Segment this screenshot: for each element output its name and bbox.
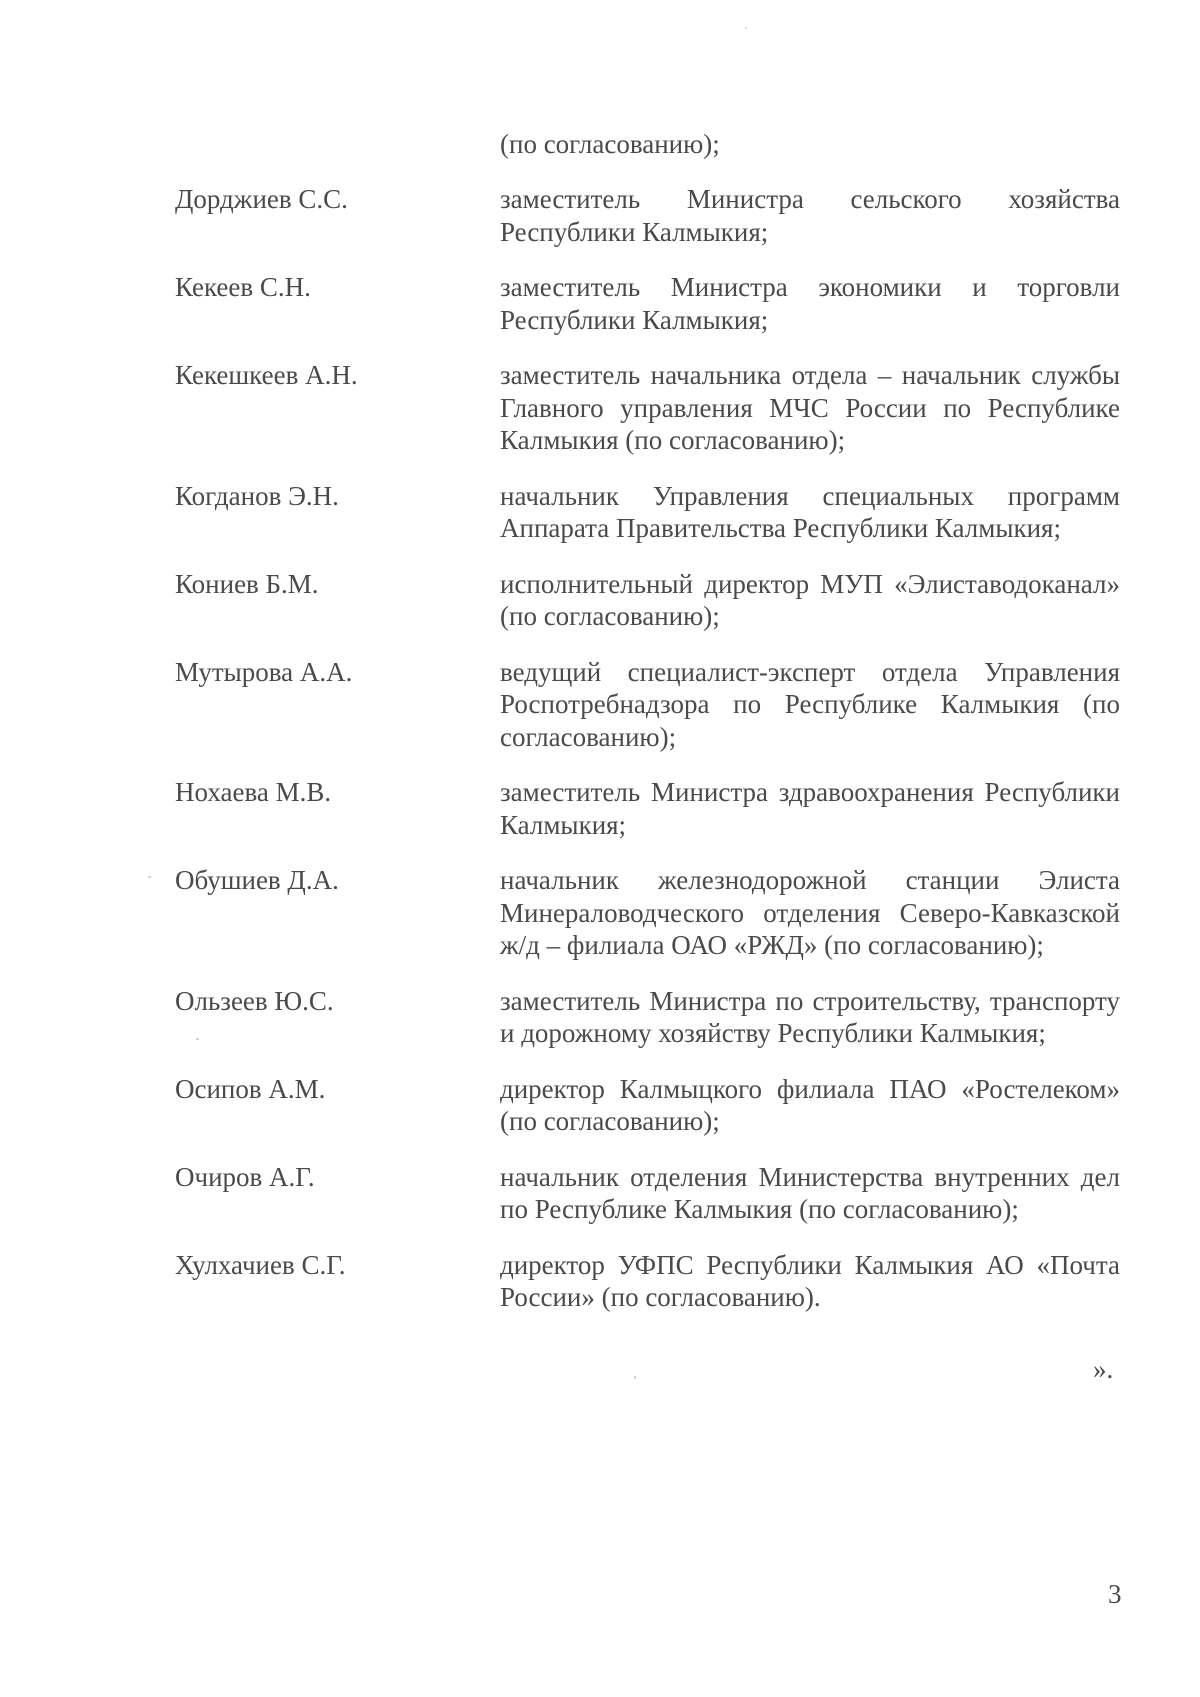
list-item [175, 1249, 1120, 1314]
member-role: заместитель Министра здравоохранения Республики Калмыкия; [500, 777, 1120, 840]
list-item [175, 183, 1120, 248]
member-role: директор УФПС Республики Калмыкия АО «Почта России» (по согласованию). [500, 1249, 1120, 1312]
member-role: исполнительный директор МУП «Элиставодоканал» (по согласованию); [500, 568, 1120, 631]
list-item [175, 864, 1120, 962]
list-item [175, 568, 1120, 633]
member-name: Очиров А.Г. [175, 1161, 315, 1192]
list-item [175, 1073, 1120, 1138]
member-role: начальник железнодорожной станции Элиста Минераловодческого отделения Северо-Кавказской ж/д – филиала ОАО «РЖД» (по согласованию); [500, 865, 1120, 960]
scan-speck [148, 876, 151, 878]
list-item [175, 271, 1120, 336]
closing-quote-mark: ». [1093, 1354, 1114, 1384]
member-name: Ользеев Ю.С. [175, 985, 334, 1016]
member-role: директор Калмыцкого филиала ПАО «Ростелеком» (по согласованию); [500, 1073, 1120, 1136]
member-list [175, 183, 1120, 1337]
list-item [175, 776, 1120, 841]
member-name: Осипов А.М. [175, 1073, 326, 1104]
member-role: начальник Управления специальных программ Аппарата Правительства Республики Калмыкия; [500, 480, 1120, 543]
member-name: Дорджиев С.С. [175, 184, 348, 214]
member-name: Кониев Б.М. [175, 568, 319, 599]
list-item [175, 656, 1120, 754]
scan-speck [745, 27, 747, 29]
member-role: заместитель Министра по строительству, транспорту и дорожному хозяйству Республики Калмыкия; [500, 985, 1120, 1048]
member-name: Обушиев Д.А. [175, 865, 339, 895]
member-name: Нохаева М.В. [175, 777, 332, 807]
member-role: заместитель Министра экономики и торговли Республики Калмыкия; [500, 272, 1120, 335]
list-item [175, 480, 1120, 545]
member-name: Мутырова А.А. [175, 656, 353, 687]
list-item [175, 359, 1120, 457]
member-role: ведущий специалист-эксперт отдела Управления Роспотребнадзора по Республике Калмыкия (по согласованию); [500, 656, 1120, 752]
member-name: Кекешкеев А.Н. [175, 360, 358, 390]
page-number: 3 [1108, 1579, 1122, 1609]
list-item [175, 985, 1120, 1050]
leading-text: (по согласованию); [500, 129, 720, 159]
scan-speck [196, 1038, 199, 1040]
list-item [175, 1161, 1120, 1226]
member-name: Хулхачиев С.Г. [175, 1249, 346, 1280]
member-role: заместитель Министра сельского хозяйства Республики Калмыкия; [500, 184, 1120, 247]
member-name: Кекеев С.Н. [175, 272, 311, 302]
scan-speck [634, 1376, 636, 1379]
member-name: Когданов Э.Н. [175, 480, 339, 511]
member-role: начальник отделения Министерства внутренних дел по Республике Калмыкия (по согласованию); [500, 1161, 1120, 1224]
member-role: заместитель начальника отдела – начальник службы Главного управления МЧС России по Республике Калмыкия (по согласованию); [500, 360, 1120, 455]
